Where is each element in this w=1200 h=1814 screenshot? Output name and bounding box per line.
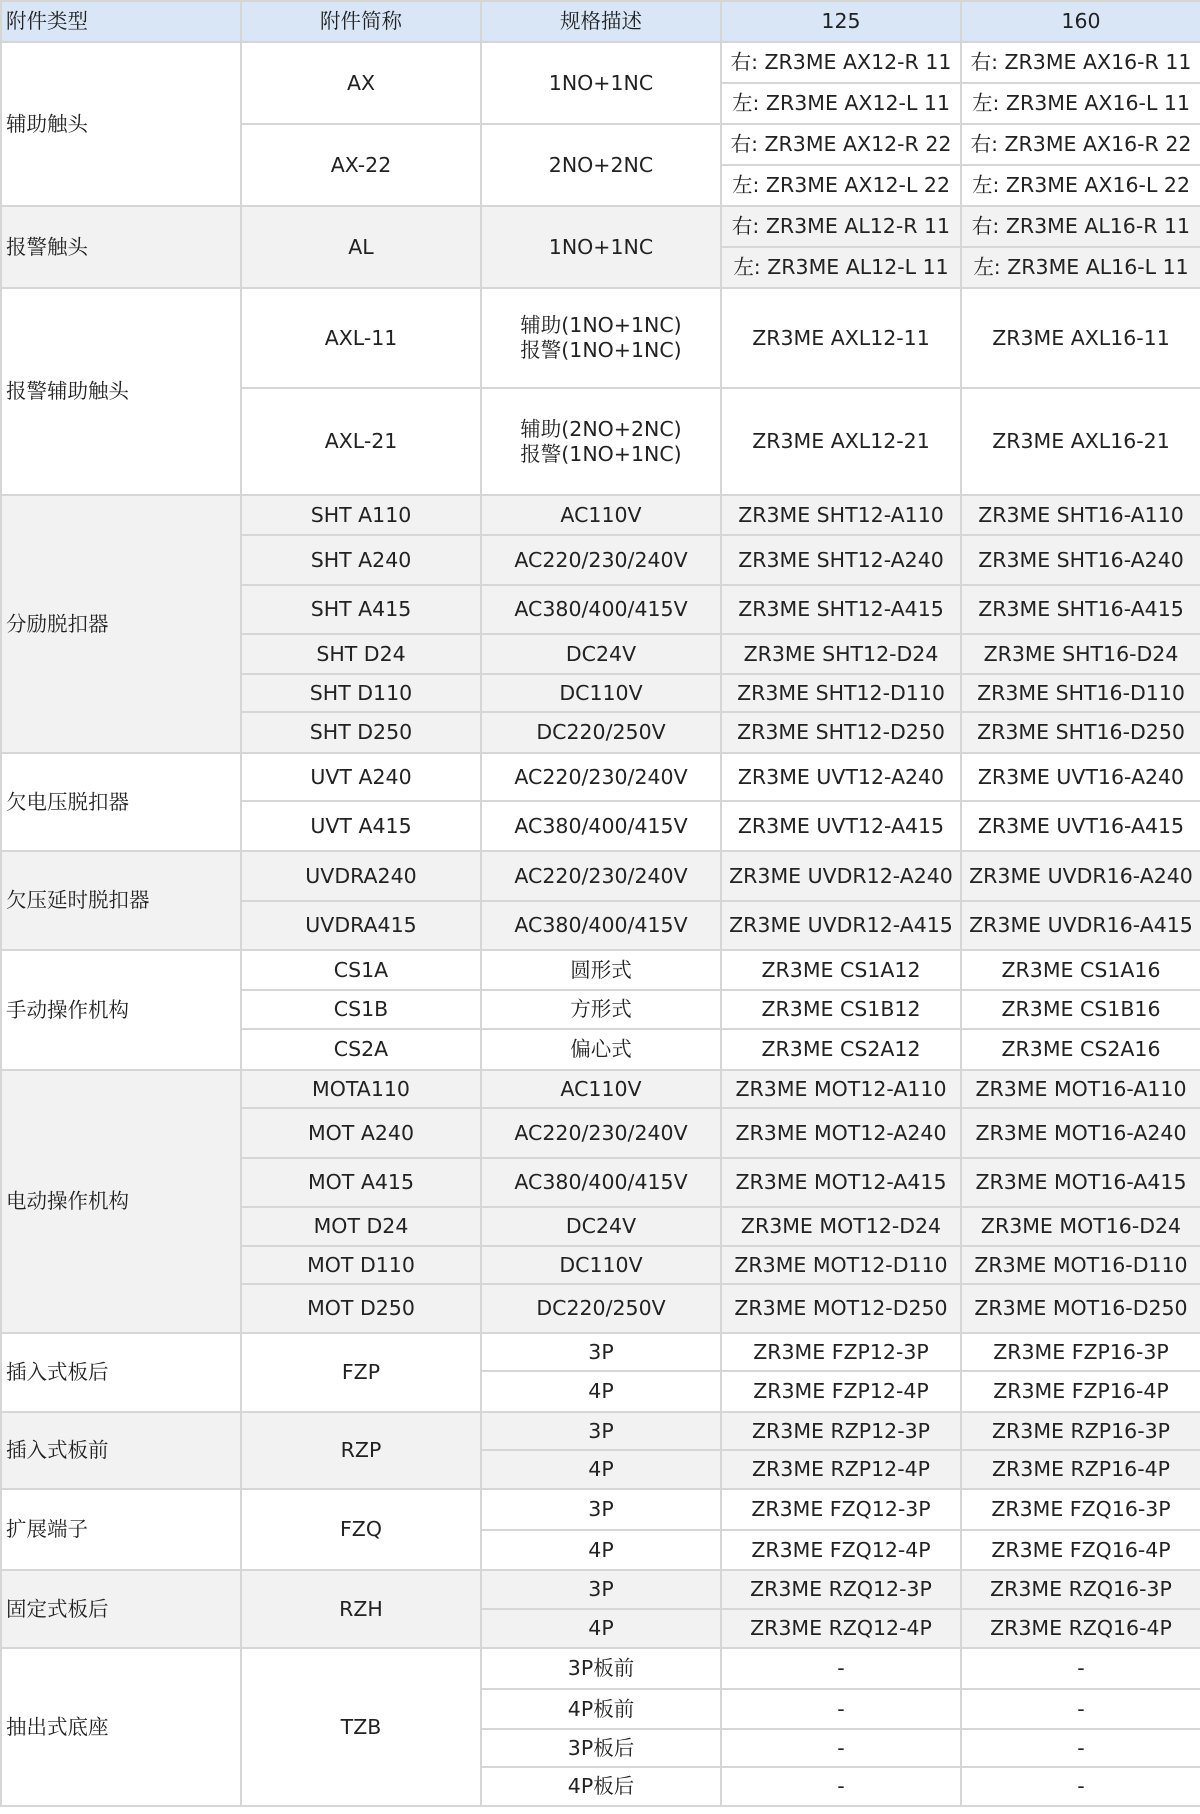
model-125: ZR3ME RZP12-4P <box>721 1450 961 1489</box>
accessory-abbr: SHT A240 <box>241 535 481 585</box>
accessory-abbr: SHT D110 <box>241 674 481 712</box>
model-125: 左: ZR3ME AL12-L 11 <box>721 247 961 288</box>
model-125: ZR3ME CS1A12 <box>721 950 961 990</box>
accessory-abbr: MOT D250 <box>241 1284 481 1333</box>
model-160: 左: ZR3ME AX16-L 22 <box>961 165 1200 206</box>
table-row <box>1 288 1200 388</box>
spec-description: AC220/230/240V <box>481 535 721 585</box>
spec-description: 2NO+2NC <box>481 124 721 206</box>
model-160: ZR3ME AXL16-21 <box>961 388 1200 495</box>
model-125: ZR3ME FZQ12-4P <box>721 1530 961 1570</box>
model-125: ZR3ME FZP12-3P <box>721 1333 961 1371</box>
model-125: 右: ZR3ME AX12-R 11 <box>721 42 961 83</box>
accessory-abbr: MOT A415 <box>241 1158 481 1207</box>
table-row <box>1 1489 1200 1530</box>
model-160: - <box>961 1689 1200 1729</box>
model-125: ZR3ME AXL12-21 <box>721 388 961 495</box>
accessory-abbr: AXL-11 <box>241 288 481 388</box>
model-125: ZR3ME MOT12-A240 <box>721 1108 961 1158</box>
model-125: ZR3ME SHT12-A240 <box>721 535 961 585</box>
model-160: ZR3ME SHT16-D24 <box>961 634 1200 674</box>
spec-description: 4P <box>481 1450 721 1489</box>
accessory-type: 报警触头 <box>1 206 241 288</box>
accessory-abbr: CS1A <box>241 950 481 990</box>
accessory-type: 电动操作机构 <box>1 1070 241 1333</box>
accessory-abbr: AL <box>241 206 481 288</box>
header-spec: 规格描述 <box>481 1 721 42</box>
model-160: ZR3ME MOT16-D250 <box>961 1284 1200 1333</box>
model-160: 左: ZR3ME AL16-L 11 <box>961 247 1200 288</box>
accessory-abbr: SHT D24 <box>241 634 481 674</box>
model-160: 右: ZR3ME AL16-R 11 <box>961 206 1200 247</box>
spec-description: 3P板后 <box>481 1729 721 1767</box>
model-125: ZR3ME CS2A12 <box>721 1029 961 1070</box>
model-125: ZR3ME SHT12-D250 <box>721 712 961 753</box>
model-125: ZR3ME UVT12-A240 <box>721 753 961 801</box>
spec-description: 3P板前 <box>481 1648 721 1689</box>
accessory-abbr: RZH <box>241 1570 481 1648</box>
accessory-type: 抽出式底座 <box>1 1648 241 1806</box>
model-160: ZR3ME SHT16-A110 <box>961 495 1200 535</box>
model-160: ZR3ME FZQ16-4P <box>961 1530 1200 1570</box>
spec-description: 3P <box>481 1412 721 1450</box>
accessory-type: 分励脱扣器 <box>1 495 241 753</box>
model-160: ZR3ME MOT16-A240 <box>961 1108 1200 1158</box>
model-125: ZR3ME UVDR12-A240 <box>721 851 961 901</box>
accessory-abbr: UVDRA240 <box>241 851 481 901</box>
model-160: - <box>961 1648 1200 1689</box>
spec-description: 3P <box>481 1489 721 1530</box>
model-125: - <box>721 1689 961 1729</box>
accessory-abbr: AX-22 <box>241 124 481 206</box>
model-160: 右: ZR3ME AX16-R 22 <box>961 124 1200 165</box>
spec-description: DC110V <box>481 674 721 712</box>
model-160: ZR3ME UVDR16-A240 <box>961 851 1200 901</box>
spec-description: AC380/400/415V <box>481 1158 721 1207</box>
header-frame-125: 125 <box>721 1 961 42</box>
accessory-type: 报警辅助触头 <box>1 288 241 495</box>
spec-description: AC110V <box>481 495 721 535</box>
model-160: - <box>961 1729 1200 1767</box>
model-125: - <box>721 1729 961 1767</box>
model-160: ZR3ME FZP16-3P <box>961 1333 1200 1371</box>
header-row <box>1 1 1200 42</box>
spec-description <box>481 388 721 495</box>
spec-description: AC220/230/240V <box>481 753 721 801</box>
model-125: 左: ZR3ME AX12-L 11 <box>721 83 961 124</box>
table-row <box>1 1070 1200 1108</box>
model-125: ZR3ME UVDR12-A415 <box>721 901 961 950</box>
model-125: ZR3ME SHT12-D24 <box>721 634 961 674</box>
model-160: ZR3ME CS2A16 <box>961 1029 1200 1070</box>
model-160: ZR3ME MOT16-D24 <box>961 1207 1200 1246</box>
model-160: 左: ZR3ME AX16-L 11 <box>961 83 1200 124</box>
spec-description: DC110V <box>481 1246 721 1284</box>
accessory-abbr: UVT A415 <box>241 801 481 851</box>
header-type: 附件类型 <box>1 1 241 42</box>
table-row <box>1 1333 1200 1371</box>
model-160: ZR3ME SHT16-D110 <box>961 674 1200 712</box>
model-160: ZR3ME RZP16-3P <box>961 1412 1200 1450</box>
accessory-type: 插入式板前 <box>1 1412 241 1489</box>
model-125: ZR3ME MOT12-D250 <box>721 1284 961 1333</box>
accessory-abbr: AX <box>241 42 481 124</box>
model-160: ZR3ME SHT16-D250 <box>961 712 1200 753</box>
accessory-abbr: MOT D24 <box>241 1207 481 1246</box>
model-125: ZR3ME MOT12-D24 <box>721 1207 961 1246</box>
table-row <box>1 495 1200 535</box>
accessory-abbr: SHT A110 <box>241 495 481 535</box>
accessory-type: 辅助触头 <box>1 42 241 206</box>
accessory-type: 手动操作机构 <box>1 950 241 1070</box>
accessory-abbr: MOT A240 <box>241 1108 481 1158</box>
spec-description: AC220/230/240V <box>481 1108 721 1158</box>
accessory-abbr: TZB <box>241 1648 481 1806</box>
model-125: ZR3ME MOT12-A110 <box>721 1070 961 1108</box>
table-row <box>1 1570 1200 1609</box>
header-frame-160: 160 <box>961 1 1200 42</box>
model-160: ZR3ME SHT16-A415 <box>961 585 1200 634</box>
table-row <box>1 1412 1200 1450</box>
model-160: ZR3ME RZP16-4P <box>961 1450 1200 1489</box>
model-125: 右: ZR3ME AX12-R 22 <box>721 124 961 165</box>
model-160: 右: ZR3ME AX16-R 11 <box>961 42 1200 83</box>
spec-description <box>481 288 721 388</box>
spec-line: 辅助(2NO+2NC) <box>520 416 682 441</box>
table-row <box>1 206 1200 247</box>
spec-description: 圆形式 <box>481 950 721 990</box>
accessory-abbr: SHT A415 <box>241 585 481 634</box>
accessory-abbr: SHT D250 <box>241 712 481 753</box>
spec-description: 4P <box>481 1371 721 1412</box>
accessory-type: 扩展端子 <box>1 1489 241 1570</box>
spec-description: AC110V <box>481 1070 721 1108</box>
table-row <box>1 753 1200 801</box>
model-160: ZR3ME UVT16-A240 <box>961 753 1200 801</box>
accessory-type: 固定式板后 <box>1 1570 241 1648</box>
accessory-abbr: RZP <box>241 1412 481 1489</box>
model-160: ZR3ME SHT16-A240 <box>961 535 1200 585</box>
spec-description: 方形式 <box>481 990 721 1029</box>
spec-description: 4P板后 <box>481 1767 721 1806</box>
accessory-abbr: AXL-21 <box>241 388 481 495</box>
model-160: - <box>961 1767 1200 1806</box>
spec-line: 报警(1NO+1NC) <box>520 338 682 362</box>
spec-description: 1NO+1NC <box>481 42 721 124</box>
model-160: ZR3ME CS1A16 <box>961 950 1200 990</box>
spec-description: DC24V <box>481 634 721 674</box>
spec-description: 偏心式 <box>481 1029 721 1070</box>
table-row <box>1 950 1200 990</box>
accessory-type: 欠压延时脱扣器 <box>1 851 241 950</box>
table-row <box>1 42 1200 83</box>
model-160: ZR3ME RZQ16-3P <box>961 1570 1200 1609</box>
spec-line: 报警(1NO+1NC) <box>520 441 682 466</box>
header-abbr: 附件简称 <box>241 1 481 42</box>
model-125: ZR3ME RZQ12-4P <box>721 1609 961 1648</box>
model-125: 左: ZR3ME AX12-L 22 <box>721 165 961 206</box>
model-125: ZR3ME SHT12-A415 <box>721 585 961 634</box>
model-125: - <box>721 1767 961 1806</box>
model-160: ZR3ME AXL16-11 <box>961 288 1200 388</box>
model-125: 右: ZR3ME AL12-R 11 <box>721 206 961 247</box>
spec-description: 1NO+1NC <box>481 206 721 288</box>
spec-description: AC220/230/240V <box>481 851 721 901</box>
model-125: ZR3ME SHT12-D110 <box>721 674 961 712</box>
model-160: ZR3ME CS1B16 <box>961 990 1200 1029</box>
model-160: ZR3ME MOT16-A415 <box>961 1158 1200 1207</box>
accessory-abbr: MOTA110 <box>241 1070 481 1108</box>
spec-description: 4P板前 <box>481 1689 721 1729</box>
accessory-type: 欠电压脱扣器 <box>1 753 241 851</box>
table-row <box>1 1648 1200 1689</box>
accessory-abbr: FZP <box>241 1333 481 1412</box>
model-125: - <box>721 1648 961 1689</box>
model-125: ZR3ME UVT12-A415 <box>721 801 961 851</box>
spec-description: AC380/400/415V <box>481 901 721 950</box>
spec-line: 辅助(1NO+1NC) <box>520 313 682 338</box>
accessory-abbr: MOT D110 <box>241 1246 481 1284</box>
model-125: ZR3ME FZP12-4P <box>721 1371 961 1412</box>
spec-description: 3P <box>481 1570 721 1609</box>
model-160: ZR3ME FZQ16-3P <box>961 1489 1200 1530</box>
model-125: ZR3ME RZP12-3P <box>721 1412 961 1450</box>
model-125: ZR3ME FZQ12-3P <box>721 1489 961 1530</box>
accessory-abbr: UVT A240 <box>241 753 481 801</box>
model-160: ZR3ME UVT16-A415 <box>961 801 1200 851</box>
spec-description: 3P <box>481 1333 721 1371</box>
table-row <box>1 851 1200 901</box>
model-160: ZR3ME MOT16-A110 <box>961 1070 1200 1108</box>
accessory-abbr: CS2A <box>241 1029 481 1070</box>
accessory-abbr: FZQ <box>241 1489 481 1570</box>
spec-description: AC380/400/415V <box>481 801 721 851</box>
model-160: ZR3ME RZQ16-4P <box>961 1609 1200 1648</box>
accessory-type: 插入式板后 <box>1 1333 241 1412</box>
spec-description: 4P <box>481 1530 721 1570</box>
table-body <box>1 1 1200 1806</box>
accessory-abbr: CS1B <box>241 990 481 1029</box>
spec-description: DC220/250V <box>481 1284 721 1333</box>
model-160: ZR3ME FZP16-4P <box>961 1371 1200 1412</box>
accessory-abbr: UVDRA415 <box>241 901 481 950</box>
model-125: ZR3ME MOT12-D110 <box>721 1246 961 1284</box>
spec-description: DC24V <box>481 1207 721 1246</box>
model-125: ZR3ME SHT12-A110 <box>721 495 961 535</box>
spec-description: 4P <box>481 1609 721 1648</box>
model-160: ZR3ME MOT16-D110 <box>961 1246 1200 1284</box>
model-125: ZR3ME CS1B12 <box>721 990 961 1029</box>
spec-description: DC220/250V <box>481 712 721 753</box>
model-125: ZR3ME MOT12-A415 <box>721 1158 961 1207</box>
model-125: ZR3ME AXL12-11 <box>721 288 961 388</box>
model-125: ZR3ME RZQ12-3P <box>721 1570 961 1609</box>
model-160: ZR3ME UVDR16-A415 <box>961 901 1200 950</box>
spec-description: AC380/400/415V <box>481 585 721 634</box>
